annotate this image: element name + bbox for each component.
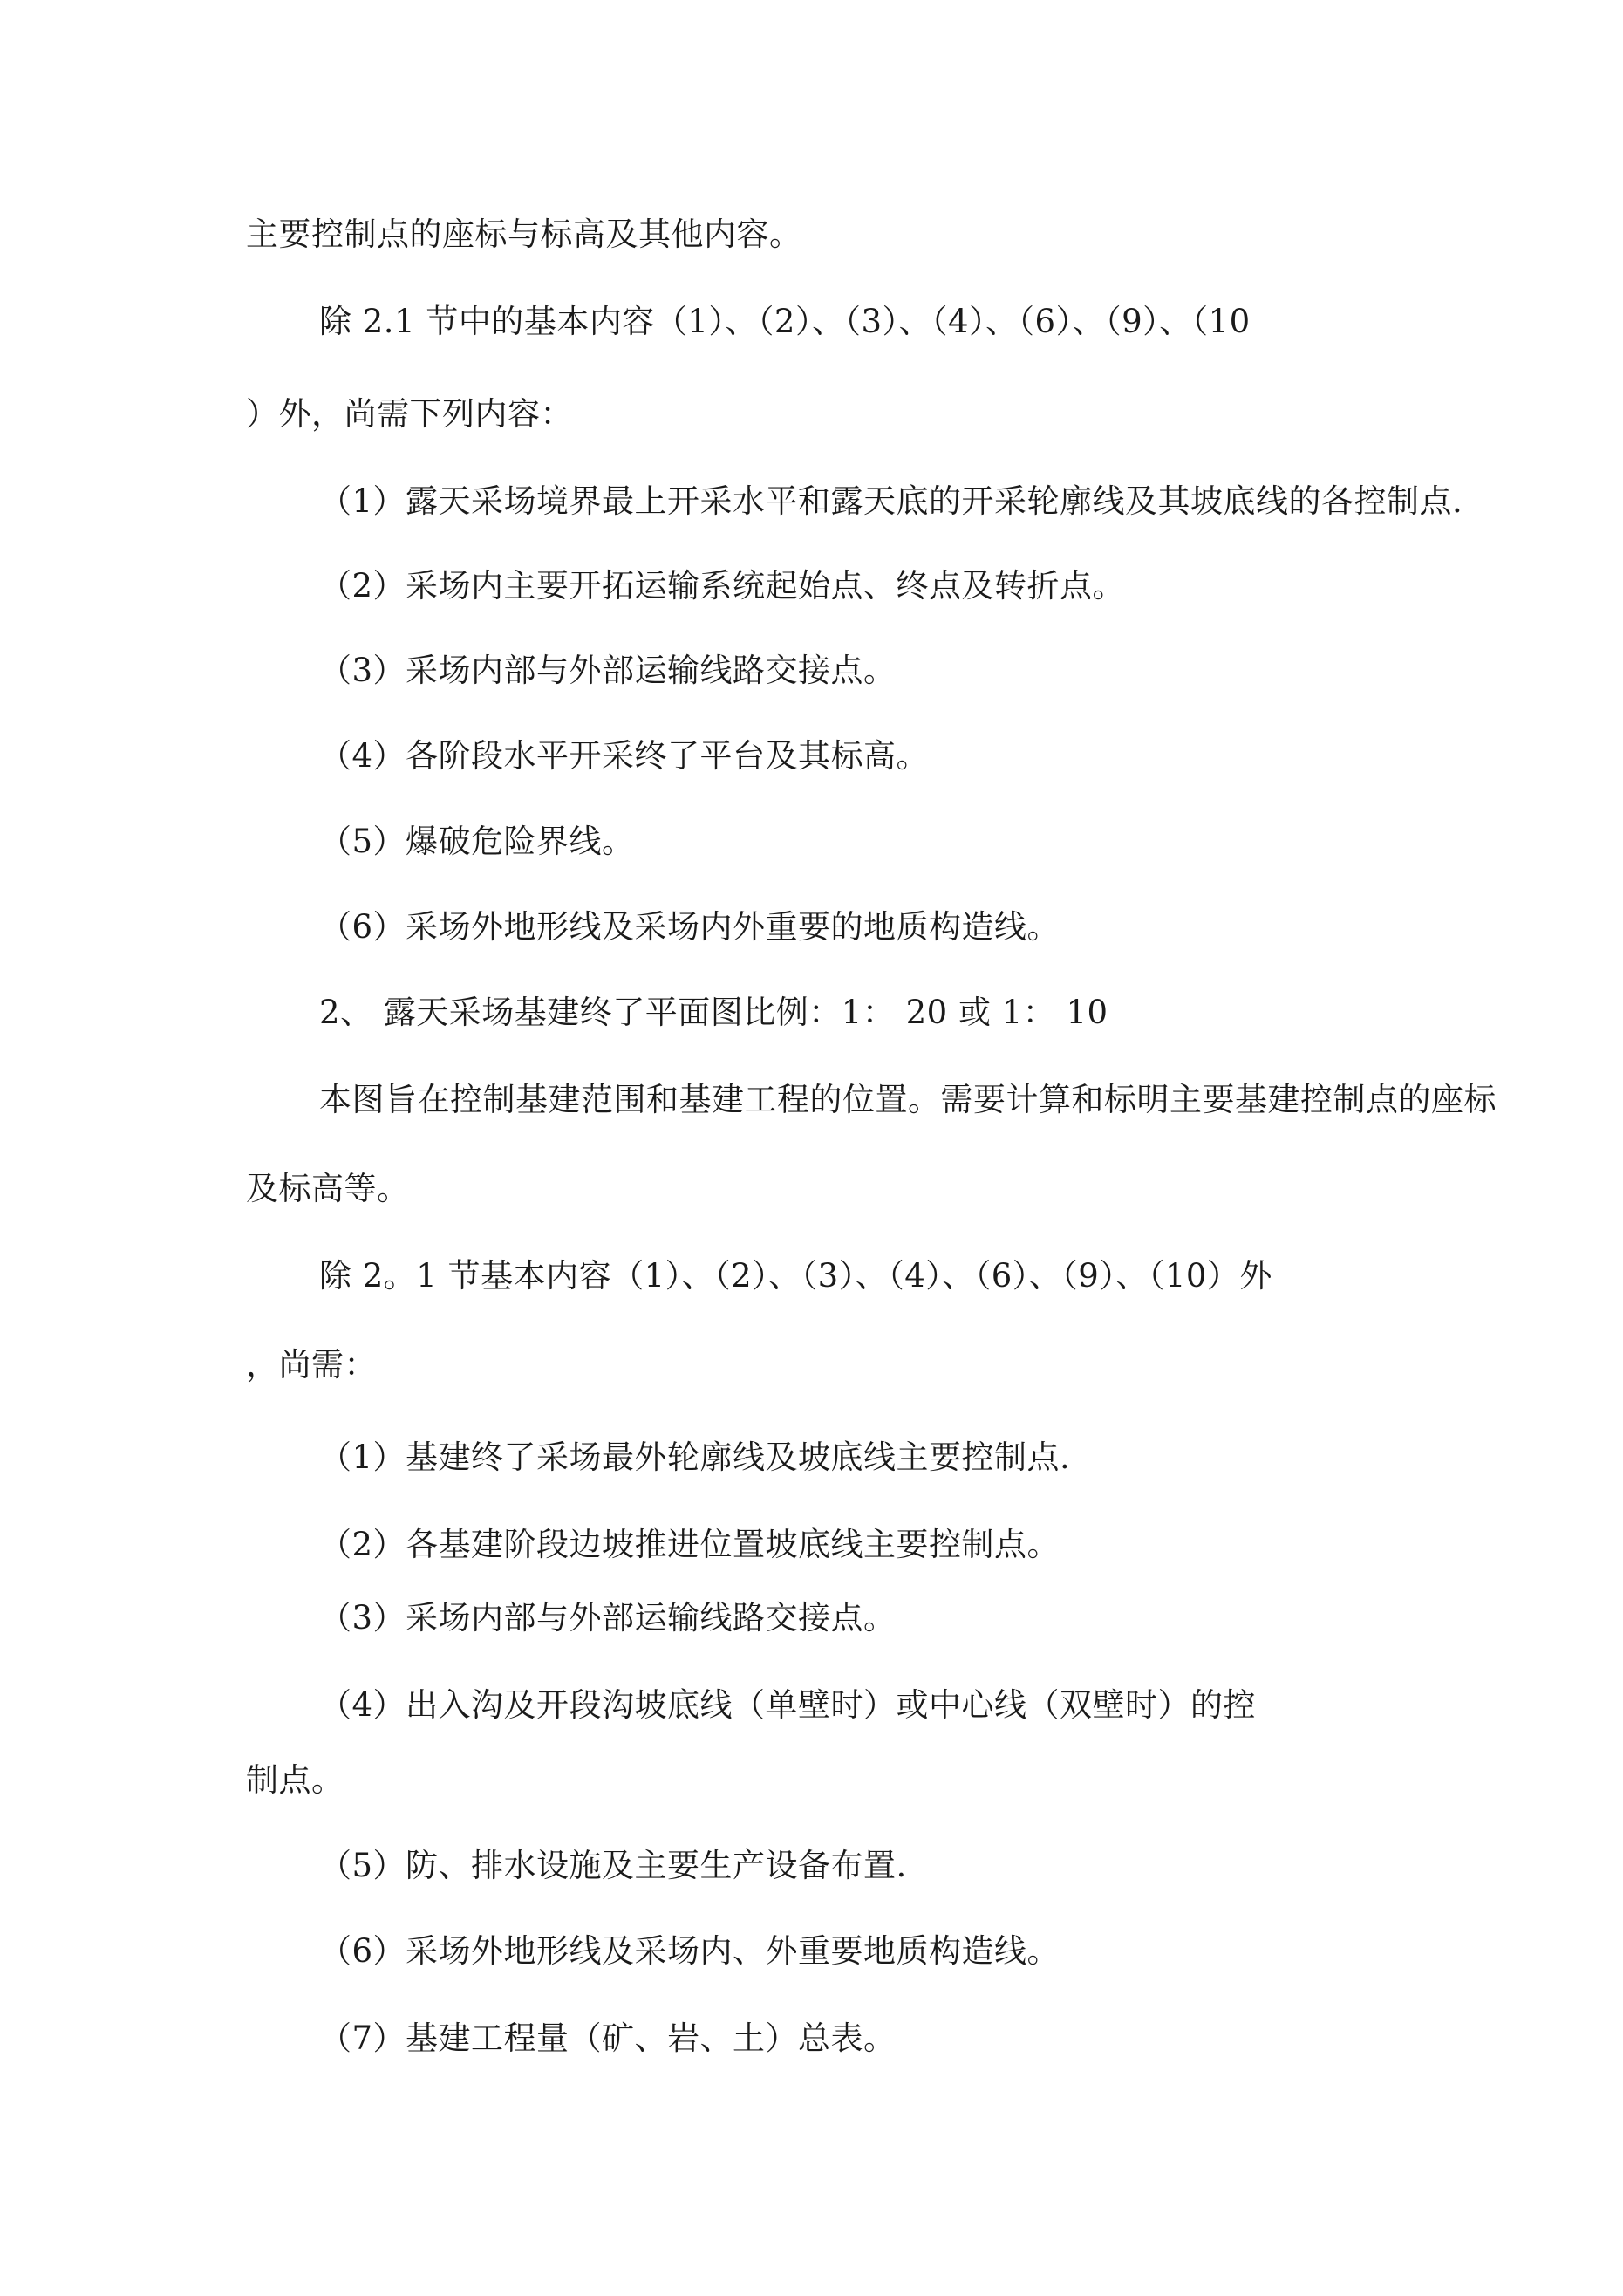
text-line-14: ，尚需： [246, 1346, 377, 1384]
text-line-16: （2）各基建阶段边坡推进位置坡底线主要控制点。 [319, 1526, 1060, 1563]
text-line-5: （2）采场内主要开拓运输系统起始点、终点及转折点。 [319, 567, 1126, 605]
text-line-12: 及标高等。 [246, 1170, 410, 1207]
text-line-21: （6）采场外地形线及采场内、外重要地质构造线。 [319, 1932, 1060, 1970]
text-line-6: （3）采场内部与外部运输线路交接点。 [319, 652, 897, 689]
text-line-8: （5）爆破危险界线。 [319, 823, 635, 860]
text-line-15: （1）基建终了采场最外轮廓线及坡底线主要控制点. [319, 1438, 1071, 1476]
text-line-4: （1）露天采场境界最上开采水平和露天底的开采轮廓线及其坡底线的各控制点. [319, 482, 1463, 520]
text-line-1: 主要控制点的座标与标高及其他内容。 [246, 215, 802, 253]
text-line-10: 2、 露天采场基建终了平面图比例：1： 20 或 1： 10 [319, 994, 1108, 1031]
text-line-7: （4）各阶段水平开采终了平台及其标高。 [319, 737, 930, 775]
text-line-13: 除 2。1 节基本内容（1）、（2）、（3）、（4）、（6）、（9）、（10）外 [319, 1257, 1272, 1295]
text-line-11: 本图旨在控制基建范围和基建工程的位置。需要计算和标明主要基建控制点的座标 [319, 1081, 1497, 1118]
text-line-22: （7）基建工程量（矿、岩、土）总表。 [319, 2019, 897, 2057]
text-line-17: （3）采场内部与外部运输线路交接点。 [319, 1599, 897, 1637]
text-line-3: ）外，尚需下列内容： [246, 395, 573, 433]
text-line-18: （4）出入沟及开段沟坡底线（单壁时）或中心线（双壁时）的控 [319, 1686, 1257, 1724]
text-line-9: （6）采场外地形线及采场内外重要的地质构造线。 [319, 908, 1060, 946]
text-line-19: 制点。 [246, 1761, 344, 1799]
text-line-20: （5）防、排水设施及主要生产设备布置. [319, 1847, 907, 1884]
text-line-2: 除 2.1 节中的基本内容（1）、（2）、（3）、（4）、（6）、（9）、（10 [319, 303, 1251, 340]
